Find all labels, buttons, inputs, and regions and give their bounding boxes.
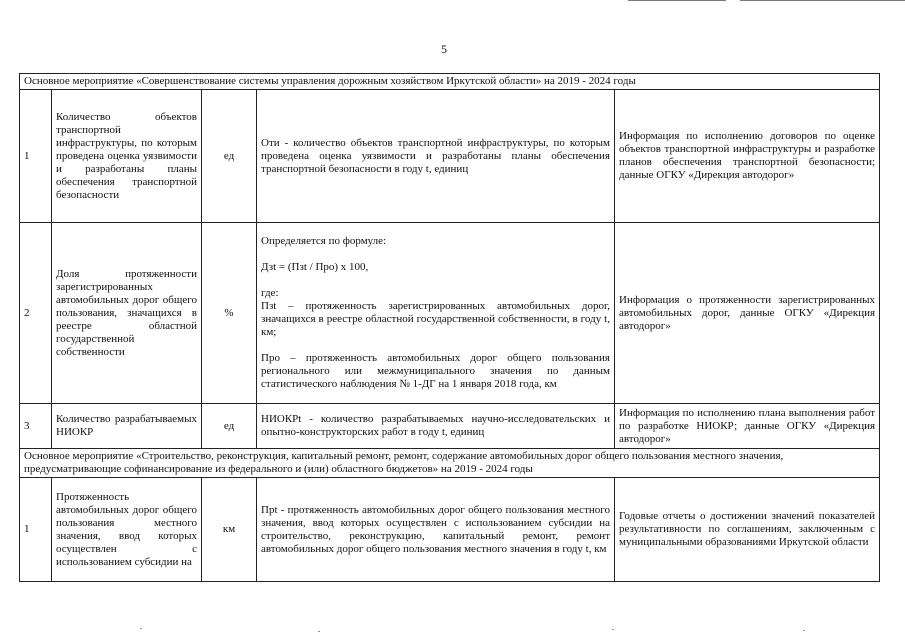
page-number: 5	[441, 42, 447, 56]
method-line: Определяется по формуле:	[261, 235, 387, 247]
table-row	[20, 404, 880, 449]
section-title: Основное мероприятие «Строительство, реконструкция, капитальный ремонт, ремонт, содержание автомобильных дорог общего пользования местного значения, предусматривающие софинансирование из федерального и (или) областного бюджетов» на 2019 - 2024 годы	[20, 449, 880, 478]
formula: Дзt = (Пзt / Про) х 100,	[261, 261, 369, 273]
unit-of-measure: ед	[202, 90, 257, 223]
indicator-name: Количество разрабатываемых НИОКР	[52, 404, 202, 449]
row-number: 2	[20, 223, 52, 404]
calculation-method	[257, 223, 615, 404]
calculation-method	[257, 404, 615, 449]
method-line: где:	[261, 287, 279, 299]
unit-of-measure: %	[202, 223, 257, 404]
data-source: Информация о протяженности зарегистрированных автомобильных дорог, данные ОГКУ «Дирекция автодорог»	[615, 223, 880, 404]
data-source: Годовые отчеты о достижении значений показателей результативности по соглашениям, заключенным с муниципальными образованиями Иркутской области	[615, 478, 880, 582]
method-line: Прt - протяженность автомобильных дорог общего пользования местного значения, ввод которых осуществлен с использованием субсидии на строительство, реконструкцию, капитальный ремонт, ремонт автомобильных дорог общего пользования местного значения в году t, км	[261, 503, 610, 555]
scan-speck	[612, 629, 614, 630]
section-title: Основное мероприятие «Совершенствование системы управления дорожным хозяйством Иркутской области» на 2019 - 2024 годы	[20, 74, 880, 90]
method-line: Оти - количество объектов транспортной инфраструктуры, по которым проведена оценка уязвимости и разработаны планы обеспечения транспортной безопасности в году t, единиц	[261, 136, 610, 175]
table-row	[20, 90, 880, 223]
method-line: НИОКРt - количество разрабатываемых научно-исследовательских и опытно-конструкторских работ в году t, единиц	[261, 413, 610, 438]
table-row	[20, 223, 880, 404]
indicator-name: Протяженность автомобильных дорог общего пользования местного значения, ввод которых осуществлен с использованием субсидии на	[52, 478, 202, 582]
top-edge-line	[628, 0, 726, 1]
scan-speck	[140, 628, 142, 629]
unit-of-measure: ед	[202, 404, 257, 449]
section-header-row	[20, 74, 880, 90]
calculation-method	[257, 90, 615, 223]
indicator-name: Доля протяженности зарегистрированных автомобильных дорог общего пользования, значащихся в реестре областной государственной собственности	[52, 223, 202, 404]
section-header-row	[20, 449, 880, 478]
method-line: Про – протяженность автомобильных дорог общего пользования регионального или межмуниципального значения по данным статистического наблюдения № 1-ДГ на 1 января 2018 года, км	[261, 352, 610, 390]
row-number: 1	[20, 478, 52, 582]
calculation-method	[257, 478, 615, 582]
scan-speck	[803, 630, 805, 631]
data-source: Информация по исполнению плана выполнения работ по разработке НИОКР; данные ОГКУ «Дирекция автодорог»	[615, 404, 880, 449]
method-line: Пзt – протяженность зарегистрированных автомобильных дорог, значащихся в реестре областной государственной собственности, в году t, км;	[261, 300, 610, 338]
unit-of-measure: км	[202, 478, 257, 582]
indicators-table	[19, 73, 880, 582]
row-number: 3	[20, 404, 52, 449]
top-edge-line	[740, 0, 905, 1]
table-row	[20, 478, 880, 582]
data-source: Информация по исполнению договоров по оценке объектов транспортной инфраструктуры и разработке планов обеспечения транспортной безопасности; данные ОГКУ «Дирекция автодорог»	[615, 90, 880, 223]
scan-speck	[318, 631, 320, 632]
row-number: 1	[20, 90, 52, 223]
indicator-name: Количество объектов транспортной инфраструктуры, по которым проведена оценка уязвимости и разработаны планы обеспечения транспортной безопасности	[52, 90, 202, 223]
